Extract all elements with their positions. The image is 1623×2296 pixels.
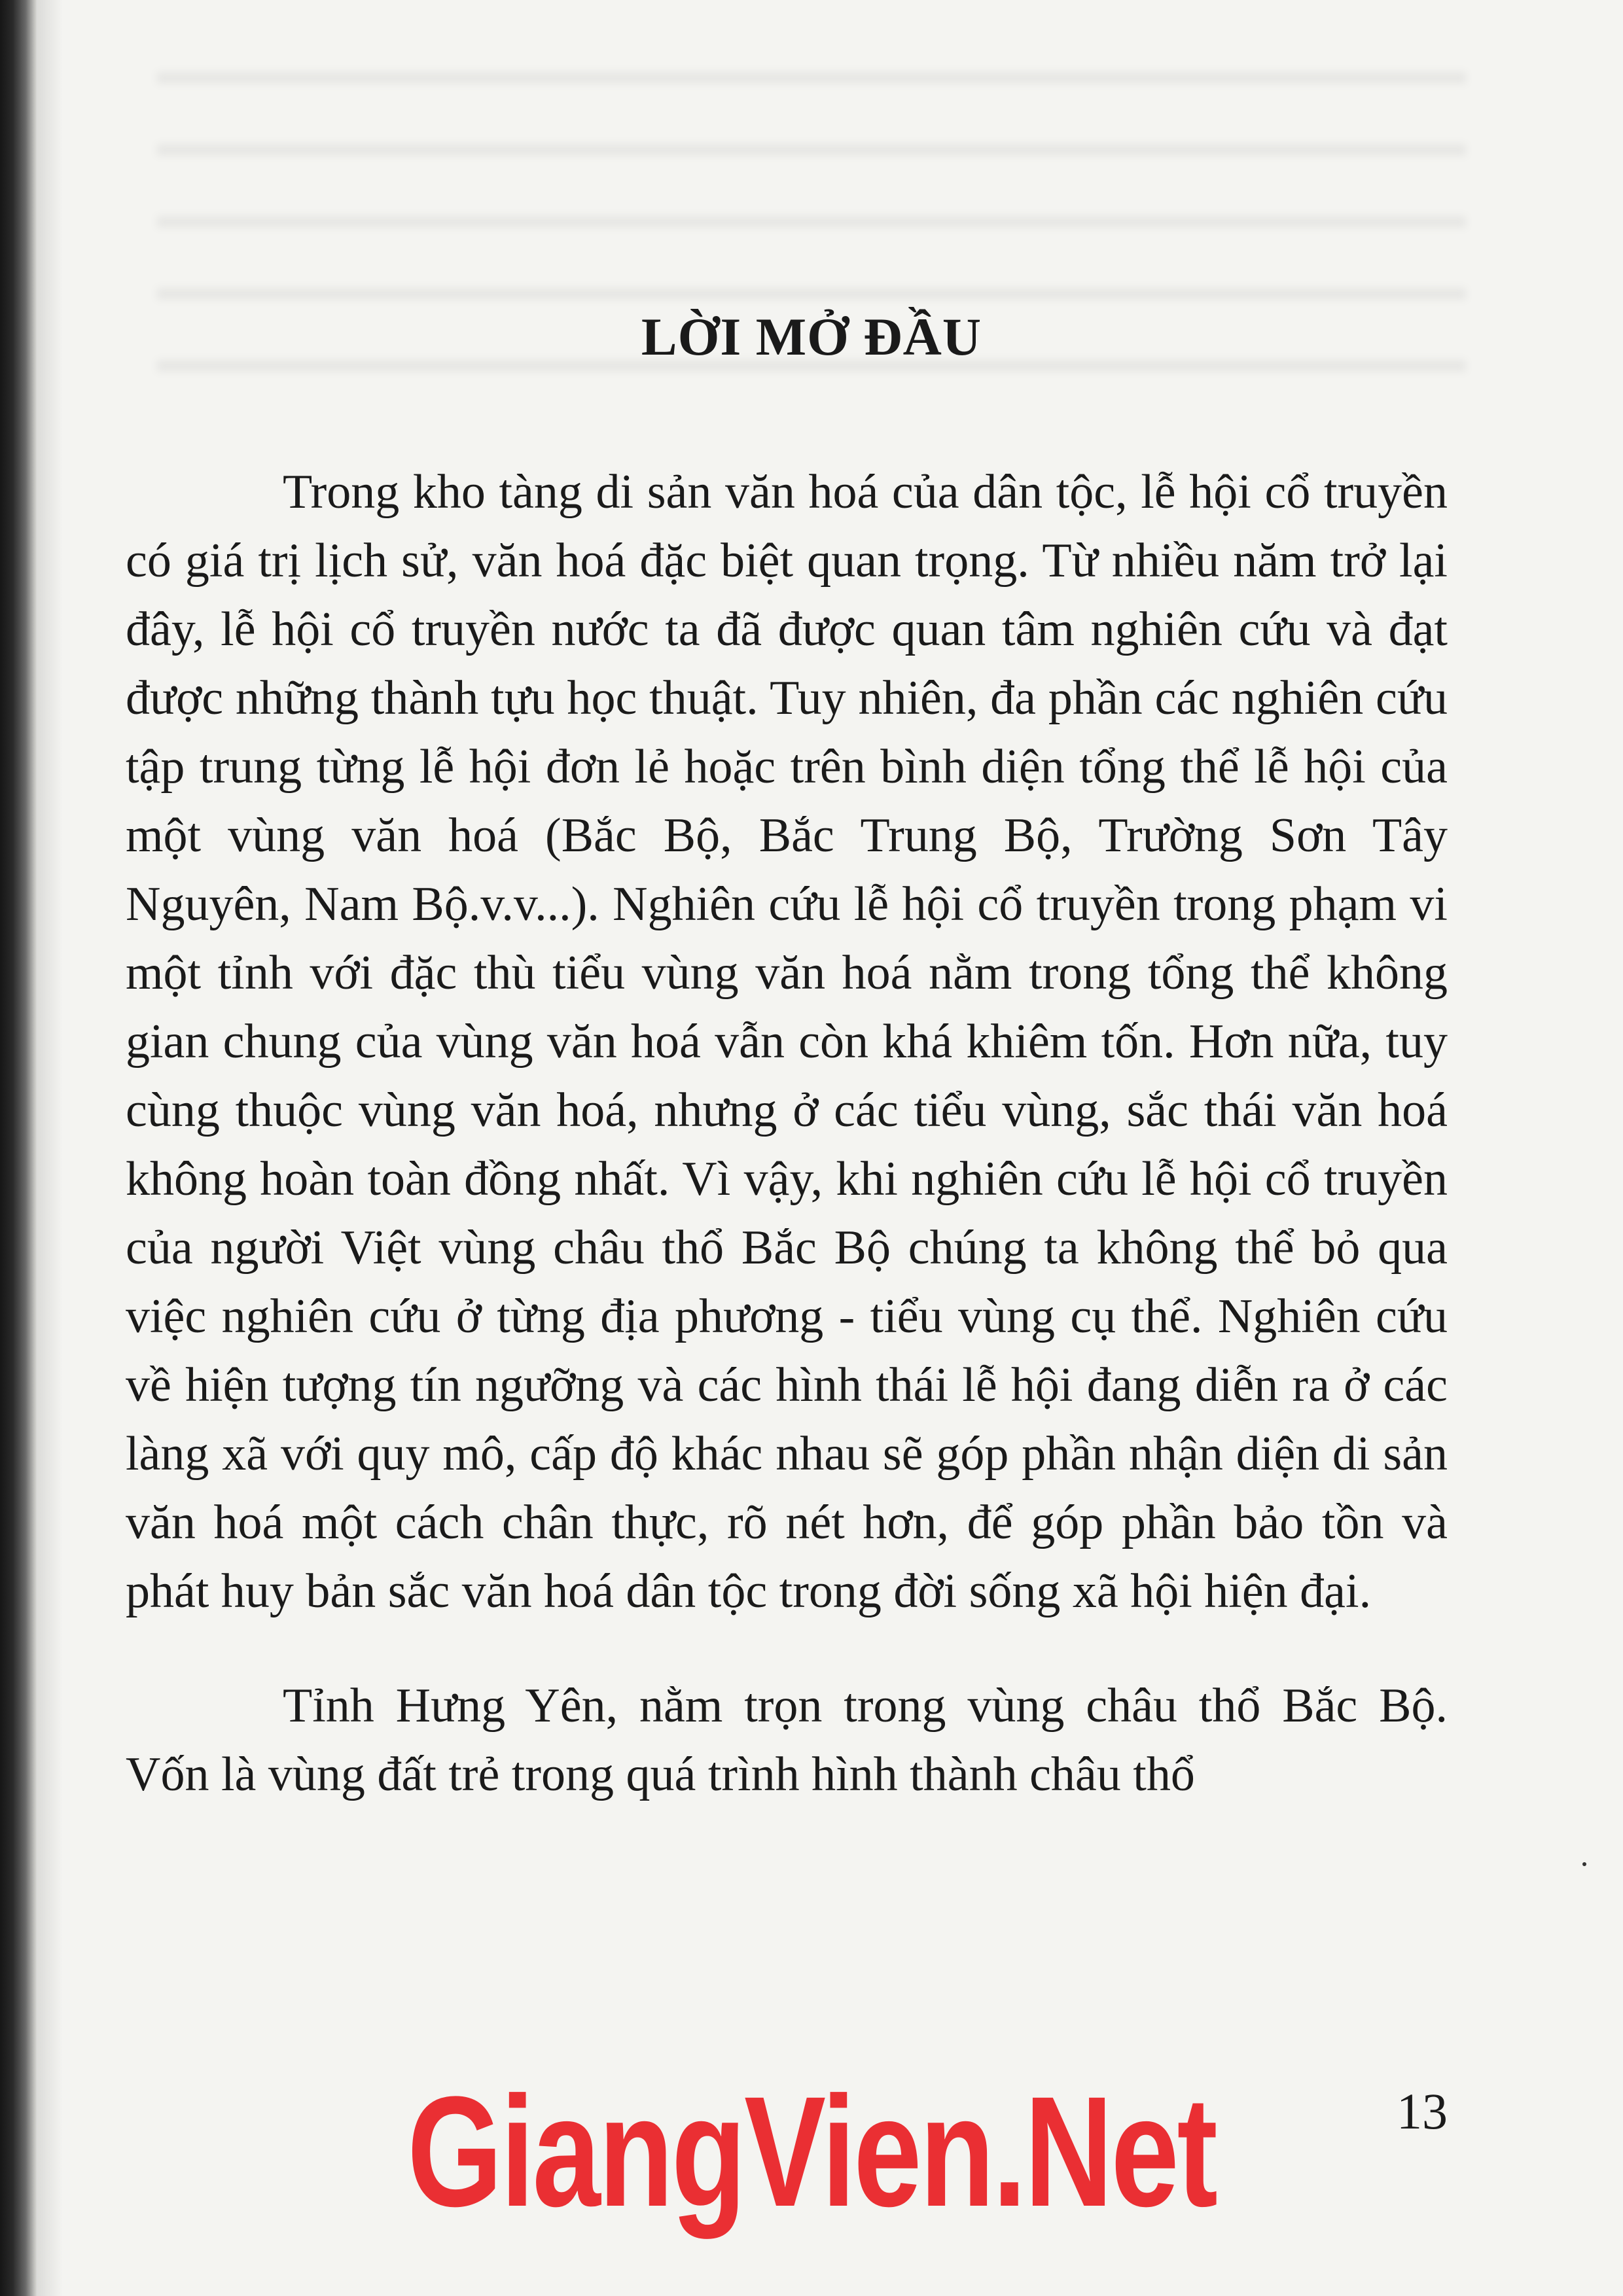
scan-speck [1582,1862,1586,1866]
paragraph-2: Tỉnh Hưng Yên, nằm trọn trong vùng châu thổ Bắc Bộ. Vốn là vùng đất trẻ trong quá trình hình thành châu thổ [126,1679,1448,1801]
paragraph-1: Trong kho tàng di sản văn hoá của dân tộc, lễ hội cổ truyền có giá trị lịch sử, văn hoá đặc biệt quan trọng. Từ nhiều năm trở lại đây, lễ hội cổ truyền nước ta đã được quan tâm nghiên cứu và đạt được những thành tựu học thuật. Tuy nhiên, đa phần các nghiên cứu tập trung từng lễ hội đơn lẻ hoặc trên bình diện tổng thể lễ hội của một vùng văn hoá (Bắc Bộ, Bắc Trung Bộ, Trường Sơn Tây Nguyên, Nam Bộ.v.v...). Nghiên cứu lễ hội cổ truyền trong phạm vi một tỉnh với đặc thù tiểu vùng văn hoá nằm trong tổng thể không gian chung của vùng văn hoá vẫn còn khá khiêm tốn. Hơn nữa, tuy cùng thuộc vùng văn hoá, nhưng ở các tiểu vùng, sắc thái văn hoá không hoàn toàn đồng nhất. Vì vậy, khi nghiên cứu lễ hội cổ truyền của người Việt vùng châu thổ Bắc Bộ chúng ta không thể bỏ qua việc nghiên cứu ở từng địa phương - tiểu vùng cụ thể. Nghiên cứu về hiện tượng tín ngưỡng và các hình thái lễ hội đang diễn ra ở các làng xã với quy mô, cấp độ khác nhau sẽ góp phần nhận diện di sản văn hoá một cách chân thực, rõ nét hơn, để góp phần bảo tồn và phát huy bản sắc văn hoá dân tộc trong đời sống xã hội hiện đại. [126,465,1448,1618]
page-heading: LỜI MỞ ĐẦU [641,307,982,366]
body-text [126,458,1448,1809]
watermark-logo: GiangVien.Net [407,2064,1216,2239]
page-number: 13 [1397,2083,1448,2140]
